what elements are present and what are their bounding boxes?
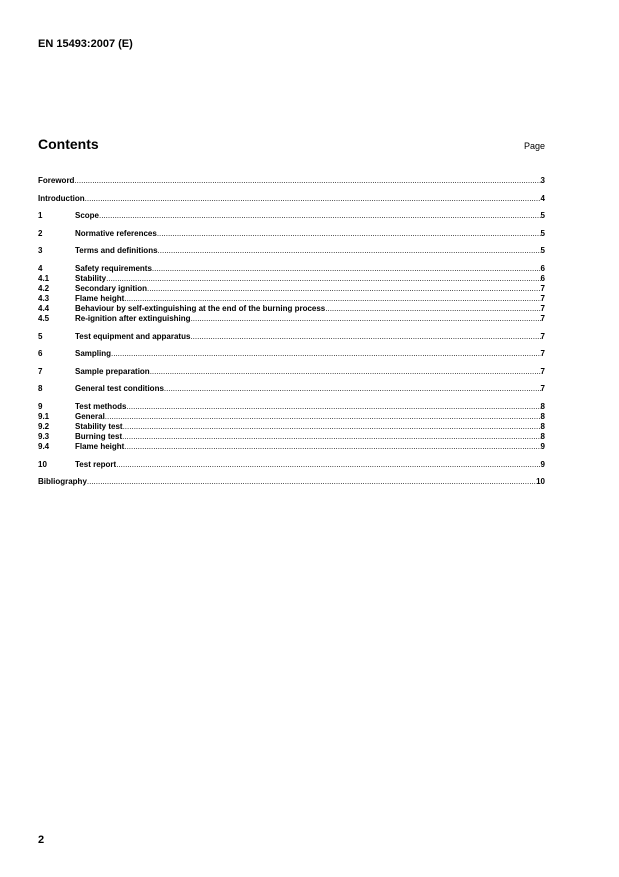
toc-entry[interactable] [38,422,545,432]
toc-entry-number: 4.4 [38,303,50,313]
toc-entry[interactable] [38,284,545,294]
toc-entry-number: 4.1 [38,273,50,283]
toc-entry[interactable] [38,229,545,239]
toc-entry-page: 7 [540,331,545,341]
toc-entry-page: 7 [540,303,545,313]
toc-entry[interactable] [38,294,545,304]
toc-entry[interactable] [38,211,545,221]
toc-entry-title: Safety requirements [75,263,152,273]
toc-entry-title: General test conditions [75,384,164,394]
toc-entry-page: 8 [540,431,545,441]
toc-entry-page: 8 [540,411,545,421]
toc-entry-page: 5 [540,211,545,221]
toc-entry-number: 9.1 [38,411,50,421]
toc-dot-leader [74,176,540,186]
toc-dot-leader [325,304,540,314]
toc-entry-title: Test equipment and apparatus [75,331,191,341]
toc-entry[interactable] [38,402,545,412]
toc-dot-leader [85,194,541,204]
toc-entry-page: 9 [540,459,545,469]
toc-entry-number: 9.4 [38,441,50,451]
toc-entry[interactable] [38,477,545,487]
toc-entry-number: 10 [38,459,47,469]
toc-entry[interactable] [38,246,545,256]
toc-entry-number: 4.5 [38,313,50,323]
toc-entry-number: 2 [38,228,43,238]
toc-entry[interactable] [38,460,545,470]
toc-dot-leader [164,384,541,394]
toc-entry-page: 7 [540,313,545,323]
toc-entry[interactable] [38,264,545,274]
toc-entry-title: Introduction [38,193,85,203]
toc-entry-page: 3 [540,176,545,185]
toc-entry-title: Sampling [75,349,112,359]
toc-entry-page: 4 [540,193,545,203]
toc-dot-leader [106,274,540,284]
toc-entry-title: Terms and definitions [75,246,158,256]
toc-dot-leader [124,442,540,452]
toc-dot-leader [152,264,541,274]
toc-entry-title: Stability test [75,421,123,431]
toc-entry[interactable] [38,274,545,284]
toc-entry-page: 8 [540,401,545,411]
toc-entry[interactable] [38,349,545,359]
table-of-contents [38,176,545,487]
toc-entry-title: Re-ignition after extinguishing [75,313,191,323]
toc-entry[interactable] [38,432,545,442]
toc-entry-number: 4 [38,263,43,273]
toc-entry-page: 9 [540,441,545,451]
toc-entry[interactable] [38,194,545,204]
toc-dot-leader [99,211,541,221]
toc-dot-leader [122,432,540,442]
toc-entry[interactable] [38,314,545,324]
toc-entry-title: Burning test [75,431,123,441]
toc-entry-page: 6 [540,263,545,273]
toc-entry-number: 4.3 [38,293,50,303]
toc-entry-title: General [75,411,105,421]
toc-dot-leader [111,349,541,359]
toc-entry-title: Test methods [75,401,127,411]
toc-dot-leader [157,229,541,239]
toc-entry-title: Behaviour by self-extinguishing at the end of the burning process [75,303,326,313]
toc-entry[interactable] [38,412,545,422]
toc-dot-leader [190,332,540,342]
toc-entry-title: Flame height [75,293,125,303]
toc-entry-page: 7 [540,293,545,303]
toc-entry-number: 6 [38,349,43,359]
toc-entry-title: Test report [75,459,117,469]
toc-dot-leader [158,246,541,256]
toc-entry-page: 7 [540,366,545,376]
toc-entry-number: 1 [38,211,43,221]
document-header: EN 15493:2007 (E) [38,38,133,50]
toc-entry-title: Normative references [75,228,157,238]
toc-entry-title: Flame height [75,441,125,451]
toc-entry-number: 9 [38,401,43,411]
toc-entry-title: Stability [75,273,107,283]
toc-entry-page: 8 [540,421,545,431]
toc-entry-number: 9.2 [38,421,50,431]
toc-entry[interactable] [38,304,545,314]
toc-dot-leader [105,412,541,422]
toc-entry-title: Bibliography [38,477,87,487]
toc-dot-leader [124,294,540,304]
toc-entry-number: 8 [38,384,43,394]
toc-entry-number: 3 [38,246,43,256]
toc-entry-title: Secondary ignition [75,283,148,293]
toc-entry-number: 7 [38,366,43,376]
toc-entry[interactable] [38,384,545,394]
toc-entry-page: 5 [540,228,545,238]
toc-entry-number: 9.3 [38,431,50,441]
toc-entry-number: 5 [38,331,43,341]
toc-entry-title: Foreword [38,176,75,185]
toc-dot-leader [126,402,540,412]
toc-entry-title: Sample preparation [75,366,150,376]
toc-entry[interactable] [38,332,545,342]
contents-title: Contents [38,136,99,152]
toc-dot-leader [191,314,541,324]
toc-entry[interactable] [38,176,545,186]
toc-dot-leader [150,367,541,377]
toc-dot-leader [147,284,541,294]
toc-entry-page: 6 [540,273,545,283]
toc-dot-leader [123,422,541,432]
page-column-label: Page [523,141,545,151]
toc-dot-leader [116,460,540,470]
toc-entry-page: 7 [540,349,545,359]
toc-dot-leader [87,477,536,487]
toc-entry[interactable] [38,367,545,377]
toc-entry[interactable] [38,442,545,452]
toc-entry-page: 7 [540,384,545,394]
toc-entry-page: 5 [540,246,545,256]
toc-entry-number: 4.2 [38,283,50,293]
toc-entry-page: 10 [536,477,545,487]
page-number: 2 [38,834,45,846]
toc-entry-title: Scope [75,211,100,221]
toc-entry-page: 7 [540,283,545,293]
